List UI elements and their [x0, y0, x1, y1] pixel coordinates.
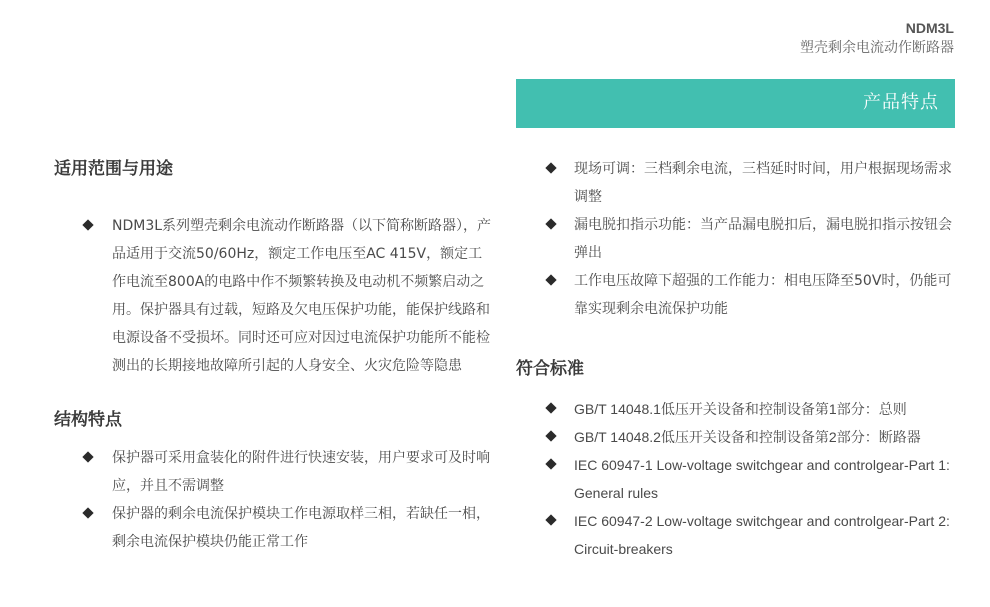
left-column [54, 155, 494, 556]
list-item [54, 444, 494, 500]
features-banner [516, 79, 955, 128]
diamond-bullet-icon [545, 402, 556, 413]
structure-list [54, 444, 494, 556]
features-list [516, 155, 961, 323]
list-item-text: 现场可调：三档剩余电流，三档延时时间，用户根据现场需求调整 [574, 161, 952, 205]
list-item-text: GB/T 14048.2低压开关设备和控制设备第2部分：断路器 [574, 429, 921, 445]
list-item-text: 保护器的剩余电流保护模块工作电源取样三相，若缺任一相，剩余电流保护模块仍能正常工作 [112, 506, 490, 550]
right-column [516, 155, 961, 563]
list-item [516, 451, 961, 507]
list-item [516, 267, 961, 323]
list-item [516, 507, 961, 563]
list-item [516, 155, 961, 211]
list-item-text: 工作电压故障下超强的工作能力：相电压降至50V时，仍能可靠实现剩余电流保护功能 [574, 273, 952, 317]
diamond-bullet-icon [82, 451, 93, 462]
diamond-bullet-icon [545, 514, 556, 525]
list-item [516, 395, 961, 423]
list-item [516, 211, 961, 267]
product-name: 塑壳剩余电流动作断路器 [800, 40, 954, 56]
diamond-bullet-icon [545, 458, 556, 469]
list-item [54, 500, 494, 556]
diamond-bullet-icon [82, 507, 93, 518]
diamond-bullet-icon [545, 162, 556, 173]
model-code: NDM3L [905, 20, 954, 36]
scope-section-title: 适用范围与用途 [54, 159, 173, 179]
features-banner-label: 产品特点 [863, 92, 939, 113]
list-item-text: GB/T 14048.1低压开关设备和控制设备第1部分：总则 [574, 401, 907, 417]
scope-list [54, 212, 494, 380]
list-item-text: 保护器可采用盒装化的附件进行快速安装，用户要求可及时响应，并且不需调整 [112, 450, 490, 494]
standards-list [516, 395, 961, 563]
list-item [54, 212, 494, 380]
list-item-text: 漏电脱扣指示功能：当产品漏电脱扣后，漏电脱扣指示按钮会弹出 [574, 217, 952, 261]
list-item-text: NDM3L系列塑壳剩余电流动作断路器（以下简称断路器），产品适用于交流50/60Hz，额定工作电压至AC 415V，额定工作电流至800A的电路中作不频繁转换及电动机不频繁启动之用。保护器具有过载，短路及欠电压保护功能，能保护线路和电源设备不受损坏。同时还可应对因过电流保护功能所不能检测出的长期接地故障所引起的人身安全、火灾危险等隐患 [112, 218, 492, 374]
diamond-bullet-icon [82, 219, 93, 230]
list-item [516, 423, 961, 451]
diamond-bullet-icon [545, 274, 556, 285]
structure-section-title: 结构特点 [54, 410, 122, 430]
list-item-text: IEC 60947-1 Low-voltage switchgear and controlgear-Part 1: General rules [574, 457, 950, 501]
diamond-bullet-icon [545, 430, 556, 441]
page-header [800, 18, 954, 58]
list-item-text: IEC 60947-2 Low-voltage switchgear and controlgear-Part 2: Circuit-breakers [574, 513, 950, 557]
standards-section-title: 符合标准 [516, 359, 584, 379]
diamond-bullet-icon [545, 218, 556, 229]
